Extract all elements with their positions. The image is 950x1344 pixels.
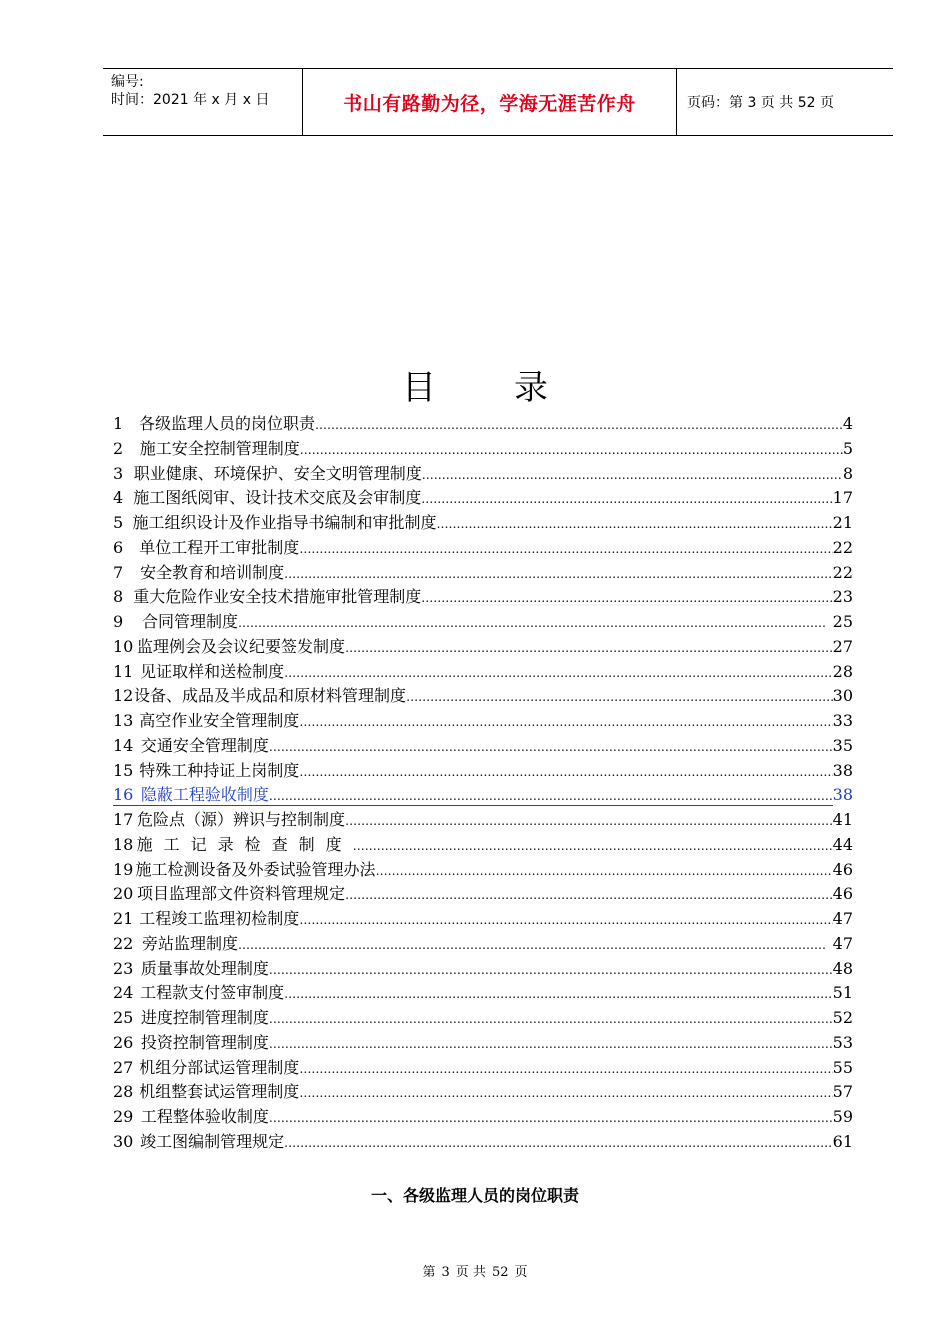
toc-entry-page: 22	[832, 537, 853, 557]
toc-entry-page: 27	[832, 636, 853, 656]
toc-entry-page: 33	[832, 711, 853, 730]
toc-entry-line	[113, 733, 833, 756]
toc-leader-dots	[299, 1062, 832, 1076]
toc-entry-page: 4	[842, 414, 853, 433]
toc-entry-page: 38	[832, 785, 853, 805]
toc-entry-number: 11	[113, 661, 134, 681]
toc-entry-number: 20	[113, 884, 134, 904]
toc-entry-line	[113, 1030, 833, 1053]
toc-entry-page: 35	[832, 735, 853, 755]
toc-entry	[113, 510, 853, 535]
toc-leader-dots	[299, 913, 832, 927]
toc-leader-dots	[421, 492, 832, 506]
toc-entry-label: 施工图纸阅审、设计技术交底及会审制度	[133, 488, 422, 508]
toc-leader-dots	[269, 1111, 833, 1125]
toc-entry-line	[113, 956, 833, 979]
toc-entry-label: 合同管理制度	[142, 612, 239, 631]
toc-leader-dots	[284, 987, 833, 1001]
footer-mid: 页 共	[455, 1265, 486, 1280]
toc-leader-dots	[422, 468, 843, 482]
toc-entry-line	[113, 436, 843, 459]
toc-entry	[113, 980, 853, 1005]
toc-entry-line	[113, 782, 833, 806]
toc-entry-page: 8	[842, 463, 853, 483]
toc-entry-number: 2	[113, 438, 124, 458]
toc-entry-number: 30	[113, 1131, 134, 1151]
toc-entry-number: 13	[113, 711, 134, 730]
toc-entry	[113, 1129, 853, 1154]
toc-entry-number: 29	[113, 1107, 134, 1126]
toc-entry-number: 14	[113, 735, 134, 755]
toc-entry-label: 机组整套试运管理制度	[139, 1082, 300, 1102]
toc-entry	[113, 1005, 853, 1030]
toc-entry-page: 46	[832, 859, 853, 879]
toc-entry-page: 30	[832, 686, 853, 706]
toc-leader-dots	[315, 418, 843, 432]
toc-entry-line	[113, 931, 833, 954]
toc-entry-page: 23	[832, 587, 853, 607]
table-of-contents	[113, 411, 853, 1154]
toc-entry	[113, 1055, 853, 1080]
toc-entry-label: 高空作业安全管理制度	[139, 711, 300, 730]
toc-entry-line	[113, 807, 833, 830]
toc-entry-number: 19	[113, 859, 134, 879]
toc-entry-number: 9	[113, 612, 124, 631]
toc-entry-line	[113, 758, 833, 781]
toc-entry[interactable]	[113, 782, 853, 807]
toc-entry-line	[113, 1055, 833, 1078]
toc-entry-label: 设备、成品及半成品和原材料管理制度	[134, 686, 407, 706]
toc-entry-line	[113, 683, 833, 706]
toc-entry-page: 48	[832, 958, 853, 978]
toc-entry-line	[113, 510, 833, 533]
toc-entry-page: 44	[832, 834, 853, 854]
toc-entry-line	[113, 832, 833, 855]
toc-entry-number: 22	[113, 933, 134, 953]
toc-entry-page: 21	[832, 513, 853, 532]
toc-entry-line	[113, 485, 833, 508]
toc-entry-label: 旁站监理制度	[142, 933, 239, 953]
toc-entry-number: 1	[113, 414, 124, 433]
toc-entry-label: 隐蔽工程验收制度	[140, 785, 269, 805]
toc-entry	[113, 560, 853, 585]
toc-leader-dots	[345, 814, 833, 828]
toc-leader-dots	[238, 938, 833, 952]
toc-entry-number: 26	[113, 1032, 134, 1052]
toc-entry-line	[113, 1079, 833, 1102]
toc-entry	[113, 733, 853, 758]
toc-entry-label: 工程款支付签审制度	[140, 983, 285, 1003]
toc-leader-dots	[299, 1086, 832, 1100]
toc-leader-dots	[269, 1012, 833, 1026]
header-meta	[103, 69, 303, 135]
toc-entry-number: 15	[113, 760, 134, 780]
toc-title-right: 录	[514, 368, 548, 408]
toc-entry-number: 4	[113, 488, 124, 508]
toc-entry	[113, 609, 853, 634]
toc-entry-page: 28	[832, 661, 853, 681]
toc-entry-label: 安全教育和培训制度	[140, 562, 285, 582]
toc-entry-page: 25	[832, 612, 853, 631]
toc-leader-dots	[269, 963, 833, 977]
toc-entry-number: 12	[113, 686, 134, 706]
toc-entry	[113, 634, 853, 659]
toc-entry-label: 交通安全管理制度	[140, 735, 269, 755]
toc-entry-label: 见证取样和送检制度	[140, 661, 285, 681]
toc-entry	[113, 535, 853, 560]
toc-entry-number: 25	[113, 1008, 134, 1027]
toc-entry-number: 21	[113, 909, 134, 928]
toc-entry	[113, 857, 853, 882]
toc-entry-number: 23	[113, 958, 134, 978]
toc-entry-number: 3	[113, 463, 124, 483]
toc-entry-label: 机组分部试运管理制度	[139, 1057, 300, 1077]
toc-entry	[113, 683, 853, 708]
toc-entry-label: 监理例会及会议纪要签发制度	[137, 636, 346, 656]
toc-leader-dots	[299, 542, 832, 556]
toc-leader-dots	[421, 591, 832, 605]
toc-entry-label: 施工组织设计及作业指导书编制和审批制度	[132, 513, 437, 532]
toc-entry-label: 工程整体验收制度	[140, 1107, 269, 1126]
toc-entry	[113, 659, 853, 684]
toc-entry-line	[113, 659, 833, 682]
toc-leader-dots	[437, 517, 833, 531]
toc-entry-page: 41	[832, 810, 853, 829]
toc-entry-label: 工程竣工监理初检制度	[139, 909, 300, 928]
toc-entry-line	[113, 857, 833, 880]
toc-entry-label: 施工记录检查制度	[136, 834, 353, 854]
toc-entry-number: 7	[113, 562, 124, 582]
toc-leader-dots	[238, 616, 833, 630]
toc-entry-label: 危险点（源）辨识与控制制度	[137, 810, 346, 829]
toc-leader-dots	[299, 765, 832, 779]
toc-entry-line	[113, 411, 843, 434]
toc-entry-number: 8	[113, 587, 124, 607]
header-page-info: 页码：第 3 页 共 52 页	[687, 95, 834, 111]
toc-entry-label: 重大危险作业安全技术措施审批管理制度	[133, 587, 422, 607]
toc-entry-line	[113, 980, 833, 1003]
toc-entry	[113, 584, 853, 609]
toc-entry	[113, 708, 853, 733]
toc-entry-page: 22	[832, 562, 853, 582]
toc-entry-number: 10	[113, 636, 134, 656]
toc-entry	[113, 832, 853, 857]
toc-title	[0, 366, 950, 410]
toc-leader-dots	[300, 443, 843, 457]
toc-entry	[113, 807, 853, 832]
toc-entry-line	[113, 881, 833, 904]
toc-entry-page: 61	[832, 1131, 853, 1151]
toc-entry-line	[113, 535, 833, 558]
toc-entry-label: 竣工图编制管理规定	[140, 1131, 285, 1151]
toc-leader-dots	[269, 1037, 833, 1051]
toc-entry-label: 进度控制管理制度	[140, 1008, 269, 1027]
toc-entry	[113, 931, 853, 956]
toc-entry	[113, 485, 853, 510]
page-header	[103, 68, 893, 136]
page-footer	[0, 1261, 950, 1280]
toc-entry-number: 24	[113, 983, 134, 1003]
toc-entry-line	[113, 906, 833, 929]
toc-entry-line	[113, 461, 843, 484]
toc-entry	[113, 1104, 853, 1129]
toc-entry-page: 47	[832, 933, 853, 953]
toc-entry-label: 施工安全控制管理制度	[139, 438, 300, 458]
header-motto-cell	[303, 69, 677, 135]
toc-leader-dots	[269, 740, 833, 754]
toc-entry-line	[113, 708, 833, 731]
footer-prefix: 第	[422, 1265, 436, 1280]
toc-entry-page: 38	[832, 760, 853, 780]
toc-leader-dots	[284, 567, 833, 581]
section-heading: 一、各级监理人员的岗位职责	[370, 1186, 579, 1205]
time-label: 时间：2021 年 x 月 x 日	[111, 92, 270, 108]
header-motto: 书山有路勤为径，学海无涯苦作舟	[343, 92, 636, 115]
toc-entry	[113, 758, 853, 783]
footer-suffix: 页	[514, 1265, 528, 1280]
toc-leader-dots	[269, 789, 833, 803]
toc-entry-page: 52	[832, 1008, 853, 1027]
toc-entry-label: 项目监理部文件资料管理规定	[137, 884, 346, 904]
toc-entry-line	[113, 609, 833, 632]
toc-leader-dots	[353, 839, 833, 853]
toc-entry-page: 5	[842, 438, 853, 458]
toc-entry-page: 55	[832, 1057, 853, 1077]
toc-entry-page: 46	[832, 884, 853, 904]
toc-entry-number: 27	[113, 1057, 134, 1077]
toc-entry-line	[113, 1129, 833, 1152]
toc-entry-label: 施工检测设备及外委试验管理办法	[135, 859, 376, 879]
toc-leader-dots	[284, 666, 833, 680]
toc-leader-dots	[299, 715, 832, 729]
toc-entry-page: 51	[832, 983, 853, 1003]
toc-leader-dots	[284, 1136, 833, 1150]
toc-entry-label: 质量事故处理制度	[140, 958, 269, 978]
toc-entry-label: 职业健康、环境保护、安全文明管理制度	[133, 463, 422, 483]
toc-entry-line	[113, 1005, 833, 1028]
toc-entry-page: 57	[832, 1082, 853, 1102]
toc-entry-line	[113, 584, 833, 607]
toc-entry-line	[113, 560, 833, 583]
toc-leader-dots	[345, 641, 833, 655]
toc-entry	[113, 881, 853, 906]
toc-entry-number: 17	[113, 810, 134, 829]
toc-entry	[113, 461, 853, 486]
toc-entry-label: 投资控制管理制度	[140, 1032, 269, 1052]
toc-entry-page: 17	[832, 488, 853, 508]
toc-entry-number: 18	[113, 834, 134, 854]
toc-entry	[113, 411, 853, 436]
toc-leader-dots	[376, 864, 833, 878]
toc-entry	[113, 906, 853, 931]
toc-entry-page: 47	[832, 909, 853, 928]
toc-entry	[113, 1030, 853, 1055]
toc-entry	[113, 956, 853, 981]
toc-leader-dots	[345, 888, 833, 902]
toc-entry	[113, 436, 853, 461]
toc-entry-label: 特殊工种持证上岗制度	[139, 760, 300, 780]
toc-entry-number: 28	[113, 1082, 134, 1102]
toc-entry-line	[113, 634, 833, 657]
toc-entry-number: 5	[113, 513, 124, 532]
toc-entry-line	[113, 1104, 833, 1127]
toc-entry-page: 53	[832, 1032, 853, 1052]
toc-entry-label: 各级监理人员的岗位职责	[139, 414, 316, 433]
footer-total: 52	[491, 1265, 509, 1280]
code-label: 编号:	[111, 74, 144, 90]
toc-title-left: 目	[402, 368, 436, 408]
toc-entry-page: 59	[832, 1107, 853, 1126]
toc-entry-label: 单位工程开工审批制度	[139, 537, 300, 557]
toc-entry	[113, 1079, 853, 1104]
toc-entry-number: 6	[113, 537, 124, 557]
footer-page: 3	[441, 1265, 450, 1280]
toc-leader-dots	[406, 690, 833, 704]
toc-entry-number: 16	[113, 785, 134, 805]
